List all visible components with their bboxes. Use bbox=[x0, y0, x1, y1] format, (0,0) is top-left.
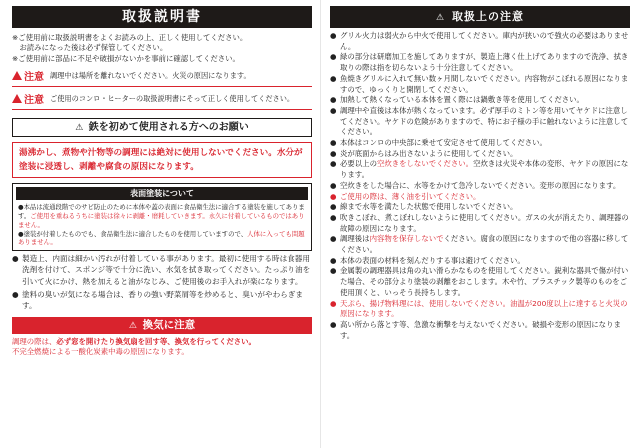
divider bbox=[12, 109, 312, 110]
item-text-red: ご使用の際は、薄く油を引いてください。 bbox=[340, 191, 481, 201]
warning-triangle-icon bbox=[12, 94, 22, 103]
caution-text: ご使用のコンロ・ヒーターの取扱説明書にそって正しく使用してください。 bbox=[50, 93, 295, 103]
item-text: 加熱して熱くなっている本体を置く際には鍋敷き等を使用してください。 bbox=[340, 95, 584, 105]
list-item: ● グリル火力は弱火から中火で使用してください。庫内が狭いので強火の必要はありません。 bbox=[330, 31, 629, 51]
handling-title bbox=[330, 6, 630, 28]
list-item: ● 調理中や直後は本体が熱くなっています。必ず厚手のミトン等を用いてヤケドに注意してください。ヤケドの危険がありますので、特にお子様の手に触れないように注意してください。 bbox=[330, 105, 629, 137]
list-item: ● 炎が底面からはみ出さないように使用してください。 bbox=[330, 148, 518, 158]
warning-triangle-icon: ⚠ bbox=[128, 321, 137, 332]
item-text: ください。腐食の原因になりますので他の容器に移してください。 bbox=[340, 234, 629, 255]
intro-line: ※ご使用前に部品に不足や破損がないかを事前に確認してください。 bbox=[12, 53, 240, 63]
iron-section-title bbox=[12, 118, 312, 137]
ventilation-text-c: 不完全燃焼による一酸化炭素中毒の原因になります。 bbox=[12, 347, 189, 357]
caution-row bbox=[12, 91, 312, 106]
item-text: 空炊きは火災や本体の変形、ヤケドの原因になります。 bbox=[340, 159, 629, 180]
warning-triangle-icon: ⚠ bbox=[75, 123, 84, 134]
warning-triangle-icon bbox=[12, 71, 22, 80]
iron-warning: 湯沸かし、煮物や汁物等の調理には絶対に使用しないでください。水分が塗装に浸透し、剥離や腐食の原因になります。 bbox=[12, 142, 312, 178]
list-item: ● 高い所から落とす等、急激な衝撃を与えないでください。破損や変形の原因になります。 bbox=[330, 319, 621, 340]
list-item: ● 本体の表面の材料を刻んだりする事は避けてください。 bbox=[330, 255, 525, 265]
list-item: ● 必要以上の空炊きをしないでください。空炊きは火災や本体の変形、ヤケドの原因になります。 bbox=[330, 159, 629, 180]
coating-heading: 表面塗装について bbox=[16, 187, 308, 200]
item-text-red: 天ぷら、揚げ物料理には、使用しないでください。油温が200度以上に達すると火災の原因になります。 bbox=[340, 298, 628, 319]
coating-note bbox=[18, 230, 306, 248]
intro-notes bbox=[12, 33, 312, 64]
item-text-red: 内容物を保存しないで bbox=[369, 234, 444, 244]
item-text: 本体の表面の材料を刻んだりする事は避けてください。 bbox=[340, 255, 525, 265]
item-text: 高い所から落とす等、急激な衝撃を与えないでください。破損や変形の原因になります。 bbox=[340, 319, 621, 340]
list-item: ● 加熱して熱くなっている本体を置く際には鍋敷き等を使用してください。 bbox=[330, 95, 584, 105]
item-text: 本体はコンロの中央部に乗せて安定させて使用してください。 bbox=[340, 138, 547, 148]
caution-tag bbox=[12, 68, 44, 83]
coating-box bbox=[12, 183, 312, 251]
list-item: ● 天ぷら、揚げ物料理には、使用しないでください。油温が200度以上に達すると火災の原因になります。 bbox=[330, 298, 628, 319]
right-page bbox=[320, 0, 640, 448]
manual-title: 取扱説明書 bbox=[12, 6, 312, 28]
ventilation-text bbox=[12, 337, 312, 357]
list-item: ● 魚焼きグリルに入れて無い数ヶ月間しないでください。内容物がこぼれる原因になりますので、ゆっくりと開閉してください。 bbox=[330, 73, 629, 94]
list-item: ● 緑の部分は研磨加工を施してありますが、製造上薄く仕上げてありますので洗浄、拭き取りの際は指を切らないよう十分注意してください。 bbox=[330, 52, 629, 73]
coating-text-red: ご使用を重ねるうちに塗装は徐々に剥離・磨耗していきます。永久に付着しているものではありません。 bbox=[18, 212, 305, 229]
list-item-text: 製造上、内面は細かい汚れが付着している事があります。最初に使用する時は食器用洗剤を付けて、スポンジ等で十分に洗い、水気を拭き取ってください。たっぷり油を引いて火にかけ、熱を加えると油がなじみ、ご使用後のお手入れが楽になります。 bbox=[22, 254, 311, 286]
ventilation-title-text: 換気に注意 bbox=[142, 319, 196, 332]
list-item: ● 製造上、内面は細かい汚れが付着している事があります。最初に使用する時は食器用洗剤を付けて、スポンジ等で十分に洗い、水気を拭き取ってください。たっぷり油を引いて火にかけ、熱を加えると油がなじみ、ご使用後のお手入れが楽になります。 bbox=[12, 254, 311, 286]
caution-row bbox=[12, 68, 312, 83]
item-text: 空炊きをした場合に、水等をかけて急冷しないでください。変形の原因になります。 bbox=[340, 180, 621, 190]
item-text: 調理後は bbox=[340, 234, 370, 244]
item-text: 緑の部分は研磨加工を施してありますが、製造上薄く仕上げてありますので洗浄、拭き取りの際は指を切らないよう十分注意してください。 bbox=[340, 52, 629, 73]
list-item: ● 調理後は内容物を保存しないでください。腐食の原因になりますので他の容器に移してください。 bbox=[330, 234, 629, 255]
list-item: ● 吹きこぼれ、煮こぼれしないように使用してください。ガスの火が消えたり、調理器の故障の原因になります。 bbox=[330, 212, 629, 233]
coating-text: ●本品は流通段階でのサビ防止のために本体や蓋の表面に食品衛生法に適合する塗装を施してあります。 bbox=[18, 203, 305, 221]
item-text: 魚焼きグリルに入れて無い数ヶ月間しないでください。内容物がこぼれる原因になりますので、ゆっくりと開閉してください。 bbox=[340, 73, 629, 94]
warning-triangle-icon: ⚠ bbox=[436, 13, 446, 23]
ventilation-title bbox=[12, 317, 312, 334]
iron-title-text: 鉄を初めて使用される方へのお願い bbox=[88, 122, 249, 134]
list-item: ● 本体はコンロの中央部に乗せて安定させて使用してください。 bbox=[330, 138, 547, 148]
item-text: グリル火力は弱火から中火で使用してください。庫内が狭いので強火の必要はありません。 bbox=[340, 31, 629, 51]
item-text: 炎が底面からはみ出さないように使用してください。 bbox=[340, 148, 518, 158]
ventilation-text-b: 必ず窓を開けたり換気扇を回す等、換気を行ってください。 bbox=[56, 337, 256, 347]
divider bbox=[12, 86, 312, 87]
item-text: 吹きこぼれ、煮こぼれしないように使用してください。ガスの火が消えたり、調理器の故障の原因になります。 bbox=[340, 212, 629, 233]
handling-list bbox=[330, 31, 630, 341]
list-item: ● 空炊きをした場合に、水等をかけて急冷しないでください。変形の原因になります。 bbox=[330, 180, 621, 190]
intro-line: お読みになった後は必ず保管してください。 bbox=[12, 43, 168, 53]
list-item-text: 塗料の臭いが気になる場合は、香りの強い野菜屑等を炒めると、臭いがやわらぎます。 bbox=[22, 289, 303, 311]
list-item: ● 塗料の臭いが気になる場合は、香りの強い野菜屑等を炒めると、臭いがやわらぎます。 bbox=[12, 289, 303, 311]
ventilation-text-a: 調理の際は、 bbox=[12, 337, 57, 347]
item-text-red: 空炊きをしないでください。 bbox=[376, 159, 474, 169]
list-item: ● ご使用の際は、薄く油を引いてください。 bbox=[330, 191, 481, 201]
coating-note bbox=[18, 203, 306, 229]
item-text: 調理中や直後は本体が熱くなっています。必ず厚手のミトン等を用いてヤケドに注意してください。ヤケドの危険がありますので、特にお子様の手に触れないように注意してください。 bbox=[340, 105, 629, 137]
intro-line: ※ご使用前に取扱説明書をよくお読みの上、正しく使用してください。 bbox=[12, 33, 248, 42]
list-item: ● 線まで水等を満たした状態で使用しないでください。 bbox=[330, 202, 518, 212]
item-text: 金属製の調理器具は角の丸い滑らかなものを使用してください。鋭利な器具で傷が付いた場合、その部分より塗装の剥離をおこします。木や竹、プラスチック製等のものをご使用頂くと、いっそう長持ちします。 bbox=[340, 266, 629, 297]
caution-label: 注意 bbox=[24, 95, 44, 107]
coating-text: ●塗装が付着したものでも、食品衛生法に適合したものを使用していますので、 bbox=[18, 229, 248, 238]
item-text: 線まで水等を満たした状態で使用しないでください。 bbox=[340, 202, 518, 212]
caution-text: 調理中は場所を離れないでください。火災の原因になります。 bbox=[50, 70, 251, 80]
list-item: ● 金属製の調理器具は角の丸い滑らかなものを使用してください。鋭利な器具で傷が付いた場合、その部分より塗装の剥離をおこします。木や竹、プラスチック製等のものをご使用頂くと、いっそう長持ちします。 bbox=[330, 266, 629, 297]
coating-text-red: 人体に入っても問題ありません。 bbox=[18, 229, 305, 247]
caution-tag bbox=[12, 91, 44, 106]
caution-label: 注意 bbox=[24, 72, 44, 84]
handling-title-text: 取扱上の注意 bbox=[451, 10, 524, 23]
item-text: 必要以上の bbox=[340, 159, 377, 169]
coating-body bbox=[13, 200, 311, 250]
